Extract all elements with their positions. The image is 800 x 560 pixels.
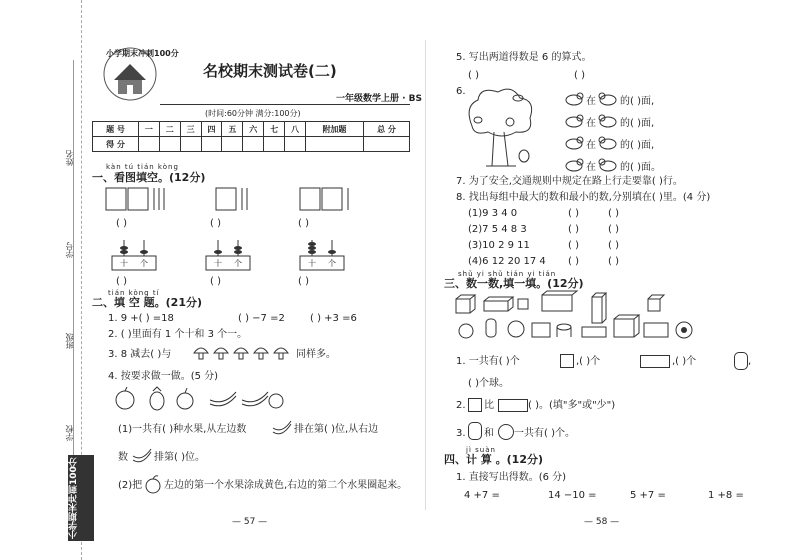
score-cell[interactable] — [201, 137, 222, 152]
q8-row2-nums: (2)7 5 4 8 3 — [468, 224, 527, 235]
q4: 4. 按要求做一做。(5 分) — [108, 371, 219, 382]
q8-row3-nums: (3)10 2 9 11 — [468, 240, 530, 251]
s4-heading: 四、计 算 。(12分) — [444, 453, 544, 466]
time-info: (时间:60分钟 满分:100分) — [205, 109, 301, 118]
abacus-tens-label: 十 — [308, 259, 316, 268]
class-label: 班级 — [65, 333, 74, 349]
score-header-cell: 四 — [201, 122, 222, 137]
score-table — [92, 121, 410, 152]
q8-row4-max[interactable]: ( ) — [568, 256, 579, 267]
q6-row4-b[interactable]: 的( )面。 — [620, 162, 661, 173]
strip-brand: 小学期末冲刺100分 — [68, 455, 94, 541]
s3-q3-a: 3. — [456, 428, 466, 439]
s3-heading: 三、数一数,填一填。(12分) — [444, 277, 584, 290]
q4-1-d[interactable]: 排第( )位。 — [154, 452, 205, 463]
stick-bundles-icon — [104, 186, 414, 212]
s2-pinyin: tián kòng tí — [108, 289, 160, 297]
s3-q1-b[interactable]: ,( )个 — [576, 356, 601, 367]
page-number-left: — 57 — — [232, 517, 268, 527]
score-header-cell: 六 — [243, 122, 264, 137]
animal-icon — [598, 158, 618, 172]
q5: 5. 写出两道得数是 6 的算式。 — [456, 52, 592, 63]
s1-answer-blank[interactable]: ( ) — [298, 218, 309, 229]
q6-row2-b[interactable]: 的( )面, — [620, 118, 655, 129]
score-header-cell: 总 分 — [363, 122, 409, 137]
abacus-ones-label: 个 — [140, 259, 148, 268]
q2[interactable]: 2. ( )里面有 1 个十和 3 个一。 — [108, 329, 248, 340]
q4-1-b[interactable]: 排在第( )位,从右边 — [294, 424, 379, 435]
animal-icon — [598, 114, 618, 128]
abacus-ones-label: 个 — [234, 259, 242, 268]
s1-answer-blank[interactable]: ( ) — [116, 218, 127, 229]
q8-row1-max[interactable]: ( ) — [568, 208, 579, 219]
score-row-label: 得 分 — [93, 137, 139, 152]
s3-q3-c[interactable]: 一共有( )个。 — [514, 428, 575, 439]
s3-q1-e[interactable]: ( )个球。 — [468, 378, 509, 389]
binding-strip — [28, 0, 90, 560]
q4-2-b: 左边的第一个水果涂成黄色,右边的第二个水果圈起来。 — [164, 480, 408, 491]
s1-answer-blank[interactable]: ( ) — [116, 276, 127, 287]
q1-a[interactable]: 1. 9 +( ) =18 — [108, 313, 174, 324]
cube-icon — [560, 354, 574, 368]
q8-row3-min[interactable]: ( ) — [608, 240, 619, 251]
page-divider — [425, 40, 426, 510]
peach-icon — [144, 474, 162, 494]
strip-line — [73, 60, 74, 470]
q6-label: 6. — [456, 86, 466, 97]
cube-icon — [468, 398, 482, 412]
name-label: 姓名 — [65, 150, 74, 166]
s4-pinyin: jì suàn — [466, 446, 496, 454]
logo-text: 小学期末冲刺100分 — [106, 49, 179, 58]
q5-blank-2[interactable]: ( ) — [574, 70, 585, 81]
q8-row1-min[interactable]: ( ) — [608, 208, 619, 219]
cylinder-icon — [734, 352, 748, 370]
sphere-icon — [498, 424, 514, 440]
s3-q2-b: 比 — [484, 400, 494, 411]
q8-row1-nums: (1)9 3 4 0 — [468, 208, 518, 219]
q7[interactable]: 7. 为了安全,交通规则中规定在路上行走要靠( )行。 — [456, 176, 683, 187]
score-header-cell: 七 — [264, 122, 285, 137]
s3-q1-d: , — [748, 356, 752, 367]
page-title: 名校期末测试卷(二) — [203, 62, 337, 80]
cuboid-icon — [640, 355, 670, 368]
s3-pinyin: shǔ yi shǔ tián yi tián — [458, 270, 557, 278]
score-header-cell: 一 — [138, 122, 159, 137]
s3-q3-b: 和 — [484, 428, 494, 439]
q6-row1-b[interactable]: 的( )面, — [620, 96, 655, 107]
score-header-cell: 二 — [159, 122, 180, 137]
q6-row3-b[interactable]: 的( )面, — [620, 140, 655, 151]
q8[interactable]: 8. 找出每组中最大的数和最小的数,分别填在( )里。(4 分) — [456, 192, 711, 203]
score-cell[interactable] — [159, 137, 180, 152]
q1-b[interactable]: ( ) −7 =2 — [238, 313, 285, 324]
cuboid-icon — [498, 399, 528, 412]
abacus-tens-label: 十 — [214, 259, 222, 268]
abacus-ones-label: 个 — [328, 259, 336, 268]
q3-suffix: 同样多。 — [296, 349, 336, 360]
mushrooms-icon — [192, 343, 292, 361]
s1-answer-blank[interactable]: ( ) — [210, 218, 221, 229]
score-header-cell: 五 — [222, 122, 243, 137]
q8-row4-min[interactable]: ( ) — [608, 256, 619, 267]
q6-row3-a: 在 — [586, 140, 596, 151]
s4-q1: 1. 直接写出得数。(6 分) — [456, 472, 567, 483]
banana-icon — [132, 448, 152, 464]
score-cell[interactable] — [243, 137, 264, 152]
q1-c[interactable]: ( ) +3 =6 — [310, 313, 357, 324]
score-cell[interactable] — [285, 137, 306, 152]
s1-heading: 一、看图填空。(12分) — [92, 171, 206, 184]
s3-q2-a: 2. — [456, 400, 466, 411]
animal-icon — [564, 114, 584, 128]
tree-animals-icon — [464, 86, 544, 170]
banana-icon — [272, 420, 292, 436]
s1-pinyin: kàn tú tián kòng — [106, 163, 179, 171]
animal-icon — [564, 158, 584, 172]
school-label: 学校 — [65, 425, 74, 441]
q4-2-a: (2)把 — [118, 480, 143, 491]
score-cell[interactable] — [264, 137, 285, 152]
s1-answer-blank[interactable]: ( ) — [210, 276, 221, 287]
score-cell[interactable] — [363, 137, 409, 152]
s3-q1-a[interactable]: 1. 一共有( )个 — [456, 356, 520, 367]
s1-answer-blank[interactable]: ( ) — [298, 276, 309, 287]
calc-4[interactable]: 1 +8 = — [708, 490, 744, 501]
q4-1-a[interactable]: (1)一共有( )种水果,从左边数 — [118, 424, 247, 435]
subtitle: 一年级数学上册 · BS — [336, 94, 423, 104]
s3-q2-c[interactable]: ( )。(填"多"或"少") — [528, 400, 616, 411]
q6-row2-a: 在 — [586, 118, 596, 129]
score-cell[interactable] — [222, 137, 243, 152]
score-header-cell: 题 号 — [93, 122, 139, 137]
animal-icon — [598, 136, 618, 150]
q8-row2-min[interactable]: ( ) — [608, 224, 619, 235]
score-cell[interactable] — [305, 137, 363, 152]
q6-row4-a: 在 — [586, 162, 596, 173]
s3-q1-c[interactable]: ,( )个 — [672, 356, 697, 367]
score-cell[interactable] — [138, 137, 159, 152]
calc-3[interactable]: 5 +7 = — [630, 490, 666, 501]
solids-icon — [456, 293, 696, 345]
q4-1-c: 数 — [118, 452, 128, 463]
calc-2[interactable]: 14 −10 = — [548, 490, 597, 501]
s2-heading: 二、填 空 题。(21分) — [92, 296, 203, 309]
q3-prefix[interactable]: 3. 8 减去( )与 — [108, 349, 172, 360]
score-cell[interactable] — [180, 137, 201, 152]
q8-row3-max[interactable]: ( ) — [568, 240, 579, 251]
q8-row4-nums: (4)6 12 20 17 4 — [468, 256, 546, 267]
score-header-cell: 三 — [180, 122, 201, 137]
q6-row1-a: 在 — [586, 96, 596, 107]
animal-icon — [598, 92, 618, 106]
cylinder-icon — [468, 422, 482, 440]
score-header-cell: 八 — [285, 122, 306, 137]
calc-1[interactable]: 4 +7 = — [464, 490, 500, 501]
page-number-right: — 58 — — [584, 517, 620, 527]
abacus-tens-label: 十 — [120, 259, 128, 268]
animal-icon — [564, 92, 584, 106]
score-header-cell: 附加题 — [305, 122, 363, 137]
fruits-icon — [114, 386, 284, 412]
student-id-label: 学号 — [65, 242, 74, 258]
q5-blank-1[interactable]: ( ) — [468, 70, 479, 81]
q8-row2-max[interactable]: ( ) — [568, 224, 579, 235]
abacus-icon — [112, 238, 402, 272]
animal-icon — [564, 136, 584, 150]
